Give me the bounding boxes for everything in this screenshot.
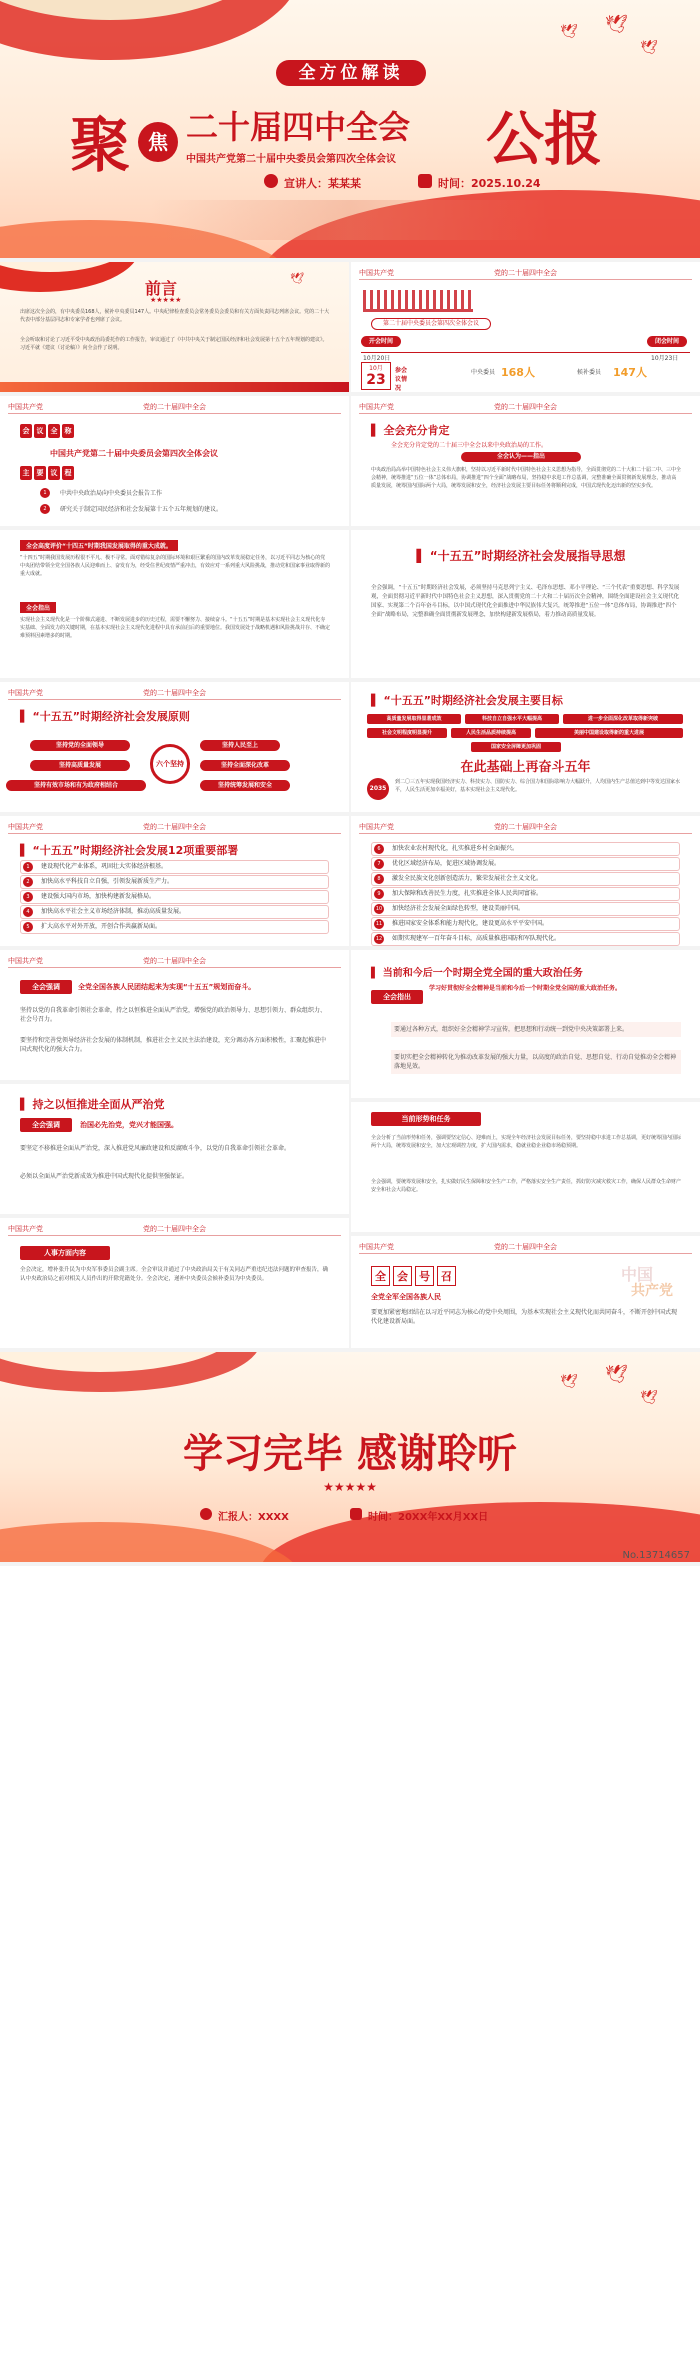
unite-b2: 要坚持和完善党领导经济社会发展的体制机制，推进社会主义民主法治建设，充分调动各方面积极性，汇聚起推进中国式现代化的强大合力。: [20, 1037, 327, 1053]
agenda-number: 2: [40, 504, 50, 514]
deployment-item: [20, 905, 329, 919]
principle-4: 坚持全面深化改革: [200, 760, 290, 771]
calendar-card: [361, 362, 391, 390]
affirmation-sub: 全会充分肯定党的二十届三中全会以来中央政治局的工作。: [391, 442, 548, 449]
item-number: 12: [375, 936, 383, 942]
cover-jiao-circle: 焦: [138, 122, 178, 162]
dove-icon: 🕊: [290, 272, 304, 285]
deployment-item: [20, 875, 329, 889]
dove-icon: 🕊: [605, 1364, 628, 1385]
alternate-count: 147人: [613, 366, 647, 379]
deployment-item: [371, 857, 680, 871]
achievement-body-2: 实现社会主义现代化是一个阶梯式递进、不断发展进步的历史过程，需要不懈努力、接续奋斗。“十五五”时期是基本实现社会主义现代化夯实基础、全面发力的关键时期，在基本实现社会主义现代化进程中具有承前启后的重要地位。我国发展处于战略机遇和风险挑战并存、不确定难预料因素增多的时期。: [20, 617, 331, 639]
task-b1: 要通过各种方式，组织好全会精神学习宣传，把思想和行动统一到党中央决策部署上来。: [391, 1022, 681, 1037]
guiding-title: [371, 548, 671, 564]
goals-slogan: 在此基础上再奋斗五年: [460, 760, 591, 775]
deployment-text: 加快高水平科技自立自强，引领发展新质生产力。: [41, 878, 174, 885]
goals-title: [371, 692, 563, 708]
flag-icon: ▌: [20, 844, 29, 857]
header-title: 党的二十届四中全会: [143, 403, 206, 411]
item-number: 7: [374, 859, 384, 869]
label-char: 会: [20, 424, 32, 438]
principle-5: 坚持有效市场和有为政府相结合: [6, 780, 146, 791]
slide-meeting-info: [351, 262, 700, 392]
label-meeting-fullname: [20, 424, 74, 438]
deployment-text: 优化区域经济布局，促进区域协调发展。: [392, 860, 501, 867]
preface-title: 前言: [145, 279, 178, 298]
label-char: 主: [20, 466, 32, 480]
achievement-heading-1: 全会高度评价“十四五”时期我国发展取得的重大成就。: [20, 540, 178, 551]
meeting-fullname: 中国共产党第二十届中央委员会第四次全体会议: [50, 449, 218, 458]
item-number: 2: [23, 877, 33, 887]
task-b2: 要切实把全会精神转化为推动改革发展的强大力量，以高度的政治自觉、思想自觉、行动自觉推动全会精神落地见效。: [391, 1050, 681, 1074]
label-char: 程: [62, 466, 74, 480]
preface-stars: ★★★★★: [150, 296, 182, 304]
item-number: 4: [23, 907, 33, 917]
flag-icon: ▌: [416, 549, 426, 563]
deployments-title-text: “十五五”时期经济社会发展12项重要部署: [32, 844, 239, 857]
header-title: 党的二十届四中全会: [143, 1225, 206, 1233]
deployment-text: 建设现代化产业体系，巩固壮大实体经济根基。: [41, 863, 168, 870]
preface-p1: 出席这次全会的，有中央委员168人，候补中央委员147人。中央纪律检查委员会常务委员会委员和有关方面负责同志列席会议。党的二十大代表中部分基层同志和专家学者也列席了会议。: [20, 309, 330, 323]
deployment-text: 激发全民族文化创新创造活力，繁荣发展社会主义文化。: [392, 875, 543, 882]
governance-lead: 治国必先治党，党兴才能国强。: [80, 1121, 178, 1129]
header-org: 中国共产党: [8, 403, 43, 411]
label-char: 要: [34, 466, 46, 480]
close-time-label: 闭会时间: [647, 336, 687, 347]
end-title: 学习完毕 感谢聆听: [183, 1430, 517, 1477]
principles-center: 六个坚持: [150, 744, 190, 784]
cover-subtitle: 中国共产党第二十届中央委员会第四次全体会议: [186, 154, 396, 165]
slide-major-task: [351, 950, 700, 1098]
guiding-title-text: “十五五”时期经济社会发展指导思想: [429, 549, 626, 563]
dove-icon: 🕊: [560, 24, 578, 40]
speaker-icon: [264, 174, 278, 188]
principle-1: 坚持党的全面领导: [30, 740, 130, 751]
alternate-label: 候补委员: [577, 369, 602, 376]
blank-area: [0, 1566, 700, 2367]
goal-1: 高质量发展取得显著成效: [367, 714, 461, 724]
goals-title-text: “十五五”时期经济社会发展主要目标: [383, 694, 563, 707]
goal-6: 美丽中国建设取得新的重大进展: [535, 728, 683, 738]
item-number: 10: [375, 906, 383, 912]
deployment-item: [371, 932, 680, 946]
goal-5: 人民生活品质持续提高: [451, 728, 531, 738]
deployment-text: 扩大高水平对外开放，开创合作共赢新局面。: [41, 923, 162, 930]
slide-goals: [351, 682, 700, 812]
deployment-item: [20, 890, 329, 904]
slide-deployments: [0, 816, 349, 946]
item-number: 1: [23, 862, 33, 872]
end-reporter: 汇报人：XXXX: [218, 1512, 289, 1523]
cover-time: 时间：2025.10.24: [438, 177, 541, 190]
flag-icon: ▌: [371, 694, 380, 707]
member-count: 168人: [501, 366, 535, 379]
goals-tail: 到二〇三五年实现我国经济实力、科技实力、国防实力、综合国力和国际影响力大幅跃升，人均国内生产总值达到中等发达国家水平，人民生活更加幸福美好，基本实现社会主义现代化。: [395, 779, 681, 793]
appeal-body: 要更加紧密地团结在以习近平同志为核心的党中央周围，为基本实现社会主义现代化而共同奋斗，不断开创中国式现代化建设新局面。: [371, 1309, 678, 1325]
guiding-body: 全会强调，“十五五”时期经济社会发展，必须坚持马克思列宁主义、毛泽东思想、邓小平理论、“三个代表”重要思想、科学发展观，全面贯彻习近平新时代中国特色社会主义思想，深入贯彻党的二十大和二十届历次全会精神，围绕全面建设社会主义现代化国家、实现第二个百年奋斗目标，以中国式现代化全面推进中华民族伟大复兴，统筹推进“五位一体”总体布局，协调推进“四个全面”战略布局，完整准确全面贯彻新发展理念，加快构建新发展格局，着力推动高质量发展。: [371, 585, 680, 618]
task-tag: 全会指出: [371, 990, 423, 1004]
goals-year-badge: 2035: [367, 778, 389, 800]
dove-icon: 🕊: [640, 1390, 658, 1406]
meeting-name: 第二十届中央委员会第四次全体会议: [371, 318, 491, 330]
task-title: [371, 964, 583, 979]
flag-icon: ▌: [20, 1098, 29, 1111]
reporter-icon: [200, 1508, 212, 1520]
label-char: 全: [48, 424, 60, 438]
personnel-title: 人事方面内容: [20, 1246, 110, 1260]
header-org: 中国共产党: [8, 1225, 43, 1233]
deployment-text: 加快经济社会发展全面绿色转型，建设美丽中国。: [392, 905, 525, 912]
date-close: 10月23日: [651, 355, 679, 362]
situation-title: 当前形势和任务: [371, 1112, 481, 1126]
slide-unite: [0, 950, 349, 1080]
principle-2: 坚持人民至上: [200, 740, 280, 751]
label-agenda: [20, 466, 74, 480]
building-icon: [363, 290, 473, 312]
header-org: 中国共产党: [8, 823, 43, 831]
header-title: 党的二十届四中全会: [143, 689, 206, 697]
end-time: 时间：20XX年XX月XX日: [368, 1512, 489, 1523]
deployment-text: 加快高水平社会主义市场经济体制，推动高质量发展。: [41, 908, 186, 915]
flag-icon: ▌: [371, 968, 379, 979]
label-char: 议: [34, 424, 46, 438]
agenda-item-1: 中共中央政治局向中央委员会报告工作: [60, 490, 163, 497]
header-org: 中国共产党: [8, 957, 43, 965]
slide-personnel: [0, 1218, 349, 1348]
deployment-text: 推进国家安全体系和能力现代化，建设更高水平平安中国。: [392, 920, 549, 927]
header-org: 中国共产党: [359, 403, 394, 411]
label-char: 议: [48, 466, 60, 480]
flag-icon: ▌: [371, 424, 380, 437]
slide-achievements: [0, 530, 349, 678]
header-org: 中国共产党: [359, 1243, 394, 1251]
governance-b1: 要坚定不移推进全面从严治党，深入推进党风廉政建设和反腐败斗争，以党的自我革命引领社会革命。: [20, 1145, 291, 1152]
item-number: 11: [375, 921, 383, 927]
agenda-item-2: 研究关于制定国民经济和社会发展第十五个五年规划的建议。: [60, 506, 223, 513]
header-title: 党的二十届四中全会: [143, 823, 206, 831]
unite-tag: 全会强调: [20, 980, 72, 994]
appeal-char: 全: [371, 1266, 390, 1286]
agenda-number: 1: [40, 488, 50, 498]
deployments-title: [20, 842, 238, 858]
header-title: 党的二十届四中全会: [494, 823, 557, 831]
goal-3: 进一步全面深化改革取得新突破: [563, 714, 683, 724]
attendance-label: 参会议情况: [395, 367, 408, 392]
appeal-watermark-1: 中国: [621, 1265, 654, 1284]
label-char: 称: [62, 424, 74, 438]
appeal-char: 召: [437, 1266, 456, 1286]
dove-icon: 🕊: [640, 40, 658, 56]
timeline-line: [361, 352, 690, 353]
deployment-text: 加大保障和改善民生力度，扎实推进全体人民共同富裕。: [392, 890, 543, 897]
governance-b2: 必须以全面从严治党新成效为推进中国式现代化提供坚强保证。: [20, 1173, 189, 1180]
deployment-item: [20, 920, 329, 934]
flag-icon: ▌: [20, 710, 29, 723]
member-label: 中央委员: [471, 369, 496, 376]
skyline: [150, 200, 550, 240]
watermark-number: No.13714657: [622, 1550, 690, 1561]
principles-title: [20, 708, 190, 724]
header-org: 中国共产党: [359, 823, 394, 831]
achievement-body-1: “十四五”时期我国发展历程很不平凡、极不寻常。面对错综复杂的国际环境和艰巨繁重的国内改革发展稳定任务，以习近平同志为核心的党中央团结带领全党全国各族人民迎难而上、奋发有为，经受住世纪疫情严重冲击，有效应对一系列重大风险挑战，推动党和国家事业取得新的重大成就。: [20, 555, 331, 577]
task-title-text: 当前和今后一个时期全党全国的重大政治任务: [382, 968, 583, 979]
calendar-icon: [350, 1508, 362, 1520]
header-org: 中国共产党: [8, 689, 43, 697]
unite-b1: 坚持以党的自我革命引领社会革命，持之以恒推进全面从严治党，增强党的政治领导力、思想引领力、群众组织力、社会号召力。: [20, 1007, 327, 1023]
calendar-icon: [418, 174, 432, 188]
slide-affirmation: [351, 396, 700, 526]
affirmation-title: [371, 422, 449, 438]
end-slide: [0, 1352, 700, 1562]
affirmation-band: 全会认为——指出: [461, 452, 581, 462]
slide-party-governance: [0, 1084, 349, 1214]
deployment-item: [371, 917, 680, 931]
preface-p2: 全会听取和讨论了习近平受中央政治局委托作的工作报告，审议通过了《中共中央关于制定国民经济和社会发展第十五个五年规划的建议》。习近平就《建议（讨论稿）》向全会作了说明。: [20, 337, 328, 351]
deployment-item: [371, 887, 680, 901]
appeal-char: 号: [415, 1266, 434, 1286]
slide-deployments-2: [351, 816, 700, 946]
situation-b1: 全会分析了当前形势和任务，强调要坚定信心、迎难而上，实现全年经济社会发展目标任务，要坚持稳中求进工作总基调，更好统筹国内国际两个大局，统筹发展和安全，加大宏观调控力度，扩大国内需求，稳就业稳企业稳市场稳预期。: [371, 1135, 682, 1149]
deployment-text: 如期实现建军一百年奋斗目标，高质量推进国防和军队现代化。: [392, 935, 561, 942]
governance-title: [20, 1096, 164, 1112]
goal-4: 社会文明程度明显提升: [367, 728, 447, 738]
deployment-item: [371, 872, 680, 886]
calendar-month: 10月: [369, 365, 383, 372]
cover-slide: [0, 0, 700, 258]
affirmation-title-text: 全会充分肯定: [383, 424, 450, 437]
slide-guiding-thought: [351, 530, 700, 678]
header-title: 党的二十届四中全会: [143, 957, 206, 965]
slide-situation: [351, 1102, 700, 1232]
cover-gongbao: 公报: [486, 105, 603, 173]
personnel-body: 全会决定，增补张升民为中央军事委员会副主席。全会审议并通过了中央政治局关于有关同志严重违纪违法问题的审查报告，确认中央政治局之前对相关人员作出的开除党籍处分。全会决定，递补中央委员会候补委员为中央委员。: [20, 1267, 329, 1282]
end-stars: ★★★★★: [323, 1480, 377, 1494]
slide-preface: [0, 262, 349, 392]
unite-lead: 全党全国各族人民团结起来为实现“十五五”规划而奋斗。: [78, 983, 256, 991]
governance-title-text: 持之以恒推进全面从严治党: [32, 1098, 165, 1111]
item-number: 3: [23, 892, 33, 902]
item-number: 8: [374, 874, 384, 884]
dove-icon: 🕊: [605, 14, 628, 35]
cover-title: 二十届四中全会: [186, 108, 411, 146]
slide-agenda: [0, 396, 349, 526]
item-number: 6: [374, 844, 384, 854]
appeal-char: 会: [393, 1266, 412, 1286]
task-lead: 学习好贯彻好全会精神是当前和今后一个时期全党全国的重大政治任务。: [429, 985, 622, 992]
goal-2: 科技自立自强水平大幅提高: [465, 714, 559, 724]
affirmation-body: 中央政治局高举中国特色社会主义伟大旗帜，坚持以习近平新时代中国特色社会主义思想为指导，全面贯彻党的二十大和二十届二中、三中全会精神，统筹推进“五位一体”总体布局，协调推进“四个全面”战略布局，坚持稳中求进工作总基调，完整准确全面贯彻新发展理念，推动高质量发展，统筹国内国际两个大局，统筹发展和安全，经济社会发展主要目标任务将顺利完成，中国式现代化迈出新的坚实步伐。: [371, 467, 682, 489]
goal-7: 国家安全屏障更加巩固: [471, 742, 561, 752]
achievement-heading-2: 全会指出: [20, 602, 56, 613]
slide-appeal: [351, 1236, 700, 1348]
item-number: 5: [23, 922, 33, 932]
appeal-watermark-2: 共产党: [631, 1283, 673, 1299]
deployment-text: 建设强大国内市场，加快构建新发展格局。: [41, 893, 156, 900]
open-time-label: 开会时间: [361, 336, 401, 347]
deployment-item: [20, 860, 329, 874]
header-title: 党的二十届四中全会: [494, 1243, 557, 1251]
cover-ju: 聚: [70, 111, 130, 181]
item-number: 9: [374, 889, 384, 899]
situation-b2: 全会强调，要统筹发展和安全，扎实做好民生保障和安全生产工作，严格落实安全生产责任，抓好防灾减灾救灾工作，确保人民群众生命财产安全和社会大局稳定。: [371, 1179, 682, 1193]
cover-top-badge: 全方位解读: [276, 60, 426, 86]
slide-principles: [0, 682, 349, 812]
header-org: 中国共产党: [359, 269, 394, 277]
date-open: 10月20日: [363, 355, 391, 362]
principle-3: 坚持高质量发展: [30, 760, 130, 771]
principle-6: 坚持统筹发展和安全: [200, 780, 290, 791]
dove-icon: 🕊: [560, 1374, 578, 1390]
deployment-item: [371, 902, 680, 916]
deployment-item: [371, 842, 680, 856]
appeal-sub: 全党全军全国各族人民: [371, 1293, 441, 1301]
cover-speaker: 宣讲人：某某某: [284, 177, 361, 190]
header-title: 党的二十届四中全会: [494, 403, 557, 411]
governance-tag: 全会强调: [20, 1118, 72, 1132]
appeal-label: [371, 1266, 456, 1286]
principles-title-text: “十五五”时期经济社会发展原则: [32, 710, 190, 723]
deployment-text: 加快农业农村现代化，扎实推进乡村全面振兴。: [392, 845, 519, 852]
header-title: 党的二十届四中全会: [494, 269, 557, 277]
calendar-day: 23: [366, 372, 386, 388]
